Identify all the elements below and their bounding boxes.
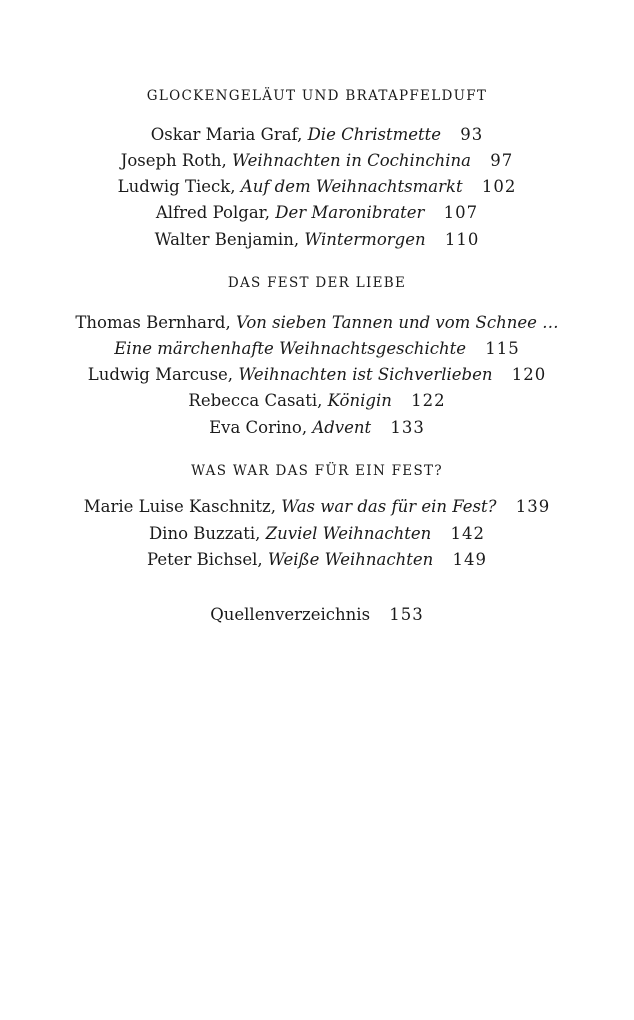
entry-title: Von sieben Tannen und vom Schnee … <box>235 313 559 332</box>
entry-page-number: 107 <box>443 203 479 222</box>
sources-label: Quellenverzeichnis <box>210 605 371 624</box>
entry-author: Joseph Roth, <box>120 151 227 170</box>
entry-page-number: 93 <box>460 125 484 144</box>
entry-title: Weihnachten ist Sichverlieben <box>238 365 493 384</box>
toc-entry <box>0 202 634 224</box>
entry-author: Peter Bichsel, <box>146 550 263 569</box>
entry-page-number: 120 <box>511 365 547 384</box>
entry-author: Ludwig Marcuse, <box>87 365 234 384</box>
toc-entry <box>0 229 634 251</box>
sources-entry <box>0 604 634 626</box>
entry-author: Walter Benjamin, <box>154 230 300 249</box>
entry-title-continuation: Eine märchenhafte Weihnachtsgeschichte <box>114 339 466 358</box>
toc-entry <box>0 312 634 334</box>
entry-author: Marie Luise Kaschnitz, <box>83 497 276 516</box>
entry-title: Weihnachten in Cochinchina <box>232 151 472 170</box>
entry-page-number: 142 <box>450 524 486 543</box>
entry-title: Königin <box>327 391 392 410</box>
entry-title: Wintermorgen <box>304 230 426 249</box>
entry-author: Ludwig Tieck, <box>117 177 236 196</box>
toc-entry <box>0 496 634 518</box>
toc-entry <box>0 390 634 412</box>
entry-page-number: 149 <box>452 550 487 569</box>
entry-author: Eva Corino, <box>209 418 308 437</box>
entry-page-number: 102 <box>481 177 517 196</box>
entry-page-number: 97 <box>490 151 514 170</box>
section-heading: DAS FEST DER LIEBE <box>227 275 407 291</box>
toc-entry-continuation <box>0 338 634 360</box>
entry-author: Thomas Bernhard, <box>75 313 231 332</box>
entry-title: Weiße Weihnachten <box>267 550 434 569</box>
entry-page-number: 122 <box>411 391 446 410</box>
toc-entry <box>0 364 634 386</box>
entry-title: Zuviel Weihnachten <box>265 524 432 543</box>
sources-page-number: 153 <box>389 605 424 624</box>
toc-entry <box>0 417 634 439</box>
section-heading: WAS WAR DAS FÜR EIN FEST? <box>191 463 443 479</box>
entry-page-number: 139 <box>515 497 551 516</box>
toc-entry <box>0 523 634 545</box>
entry-page-number: 115 <box>485 339 520 358</box>
entry-author: Rebecca Casati, <box>188 391 323 410</box>
entry-title: Was war das für ein Fest? <box>281 497 497 516</box>
toc-entry <box>0 549 634 571</box>
toc-entry <box>0 124 634 146</box>
entry-author: Oskar Maria Graf, <box>150 125 303 144</box>
section-heading: GLOCKENGELÄUT UND BRATAPFELDUFT <box>146 88 488 104</box>
entry-page-number: 110 <box>444 230 480 249</box>
entry-author: Alfred Polgar, <box>155 203 270 222</box>
entry-title: Die Christmette <box>307 125 442 144</box>
entry-title: Auf dem Weihnachtsmarkt <box>240 177 463 196</box>
entry-author: Dino Buzzati, <box>148 524 261 543</box>
entry-title: Der Maronibrater <box>275 203 425 222</box>
toc-entry <box>0 176 634 198</box>
toc-entry <box>0 150 634 172</box>
entry-page-number: 133 <box>390 418 425 437</box>
entry-title: Advent <box>312 418 372 437</box>
